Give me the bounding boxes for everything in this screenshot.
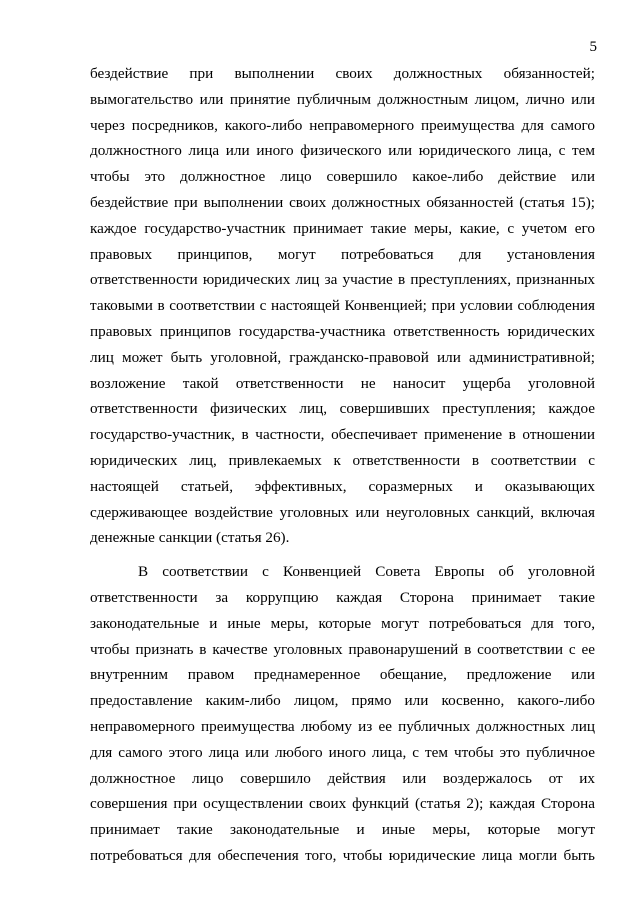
text-line: вымогательство или принятие публичным должностным лицом, лично или <box>90 90 595 108</box>
page-number: 5 <box>589 39 597 55</box>
text-line: предоставление каким-либо лицом, прямо или косвенно, какого-либо <box>90 692 595 710</box>
text-line: должностного лица или иного физического или юридического лица, с тем <box>90 142 595 160</box>
text-line: неправомерного преимущества любому из ее публичных должностных лиц <box>90 717 595 735</box>
text-line: для самого этого лица или любого иного лица, с тем чтобы это публичное <box>90 743 595 761</box>
text-line: совершения при осуществлении своих функций (статья 2); каждая Сторона <box>90 795 595 813</box>
text-line: таковыми в соответствии с настоящей Конвенцией; при условии соблюдения <box>90 297 595 315</box>
paragraph-1 <box>90 61 595 551</box>
text-line: внутренним правом преднамеренное обещание, предложение или <box>90 666 595 684</box>
text-line: В соответствии с Конвенцией Совета Европы об уголовной <box>138 563 595 581</box>
text-line: бездействие при выполнении своих должностных обязанностей; <box>90 65 595 82</box>
text-line: юридических лиц, привлекаемых к ответственности в соответствии с <box>90 451 595 469</box>
text-line: должностное лицо совершило действия или воздержалось от их <box>90 769 595 787</box>
text-line: потребоваться для обеспечения того, чтобы юридические лица могли быть <box>90 846 595 864</box>
text-line: ответственности за коррупцию каждая Сторона принимает такие <box>90 588 595 606</box>
text-line: законодательные и иные меры, которые могут потребоваться для того, <box>90 614 595 632</box>
text-line: настоящей статьей, эффективных, соразмерных и оказывающих <box>90 477 595 495</box>
text-line: ответственности физических лиц, совершивших преступления; каждое <box>90 400 595 418</box>
text-line: денежные санкции (статья 26). <box>90 529 290 547</box>
text-line: государство-участник, в частности, обеспечивает применение в отношении <box>90 426 595 444</box>
text-line: чтобы признать в качестве уголовных правонарушений в соответствии с ее <box>90 640 595 658</box>
body-text <box>90 61 595 869</box>
text-line: бездействие при выполнении своих должностных обязанностей (статья 15); <box>90 193 595 211</box>
text-line: сдерживающее воздействие уголовных или неуголовных санкций, включая <box>90 503 595 521</box>
text-line: правовых принципов государства-участника ответственность юридических <box>90 322 595 340</box>
text-line: через посредников, какого-либо неправомерного преимущества для самого <box>90 116 595 134</box>
text-line: правовых принципов, могут потребоваться для установления <box>90 245 595 263</box>
text-line: каждое государство-участник принимает такие меры, какие, с учетом его <box>90 219 595 237</box>
text-line: лиц может быть уголовной, гражданско-правовой или административной; <box>90 348 595 366</box>
text-line: чтобы это должностное лицо совершило какое-либо действие или <box>90 168 595 186</box>
paragraph-gap <box>90 551 595 559</box>
text-line: возложение такой ответственности не наносит ущерба уголовной <box>90 374 595 392</box>
paragraph-2 <box>90 559 595 869</box>
text-line: ответственности юридических лиц за участие в преступлениях, признанных <box>90 271 595 289</box>
text-line: принимает такие законодательные и иные меры, которые могут <box>90 821 595 839</box>
